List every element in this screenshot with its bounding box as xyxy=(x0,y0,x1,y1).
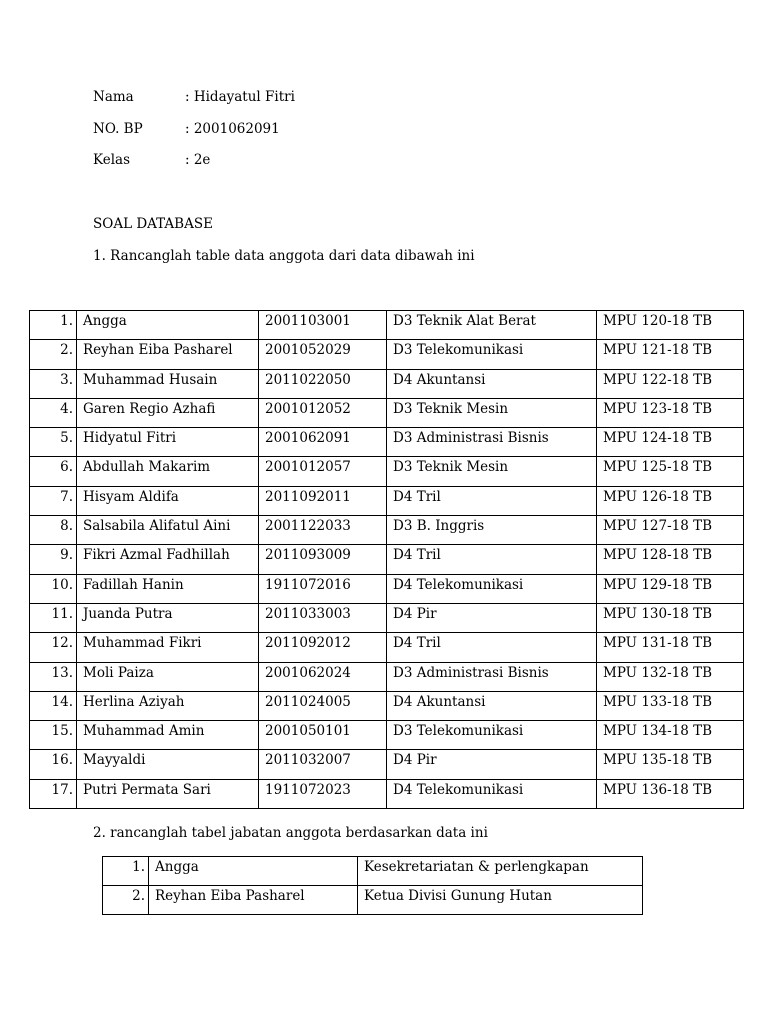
member-code: MPU 122-18 TB xyxy=(597,369,744,398)
member-name: Fikri Azmal Fadhillah xyxy=(77,545,259,574)
row-number: 4. xyxy=(30,398,77,427)
member-name: Angga xyxy=(77,311,259,340)
member-code: MPU 124-18 TB xyxy=(597,428,744,457)
table-row xyxy=(30,691,744,720)
member-id: 2001050101 xyxy=(259,721,387,750)
member-code: MPU 121-18 TB xyxy=(597,340,744,369)
member-id: 2011022050 xyxy=(259,369,387,398)
member-program: D3 Teknik Mesin xyxy=(387,398,597,427)
member-name: Muhammad Husain xyxy=(77,369,259,398)
row-number: 13. xyxy=(30,662,77,691)
member-id: 2011092012 xyxy=(259,633,387,662)
positions-table xyxy=(102,856,643,915)
row-number: 3. xyxy=(30,369,77,398)
member-id: 1911072016 xyxy=(259,574,387,603)
row-number: 1. xyxy=(103,857,149,886)
member-id: 2001012057 xyxy=(259,457,387,486)
row-number: 12. xyxy=(30,633,77,662)
member-program: D4 Akuntansi xyxy=(387,369,597,398)
table-row xyxy=(30,662,744,691)
name-value: : Hidayatul Fitri xyxy=(185,89,295,105)
member-code: MPU 126-18 TB xyxy=(597,486,744,515)
member-program: D4 Pir xyxy=(387,603,597,632)
class-value: : 2e xyxy=(185,152,211,168)
question-1: 1. Rancanglah table data anggota dari data dibawah ini xyxy=(93,248,475,264)
member-program: D3 Administrasi Bisnis xyxy=(387,662,597,691)
member-name: Reyhan Eiba Pasharel xyxy=(149,886,358,915)
member-position: Ketua Divisi Gunung Hutan xyxy=(358,886,643,915)
member-program: D3 Telekomunikasi xyxy=(387,721,597,750)
member-program: D4 Tril xyxy=(387,545,597,574)
member-code: MPU 136-18 TB xyxy=(597,779,744,808)
member-code: MPU 123-18 TB xyxy=(597,398,744,427)
member-id: 2001103001 xyxy=(259,311,387,340)
member-code: MPU 127-18 TB xyxy=(597,516,744,545)
member-program: D4 Tril xyxy=(387,633,597,662)
table-row xyxy=(103,857,643,886)
row-number: 7. xyxy=(30,486,77,515)
table-row xyxy=(30,486,744,515)
member-name: Herlina Aziyah xyxy=(77,691,259,720)
member-program: D3 Telekomunikasi xyxy=(387,340,597,369)
table-row xyxy=(30,574,744,603)
table-row xyxy=(30,603,744,632)
member-name: Abdullah Makarim xyxy=(77,457,259,486)
table-row xyxy=(30,633,744,662)
member-program: D4 Telekomunikasi xyxy=(387,574,597,603)
table-row xyxy=(30,398,744,427)
table-row xyxy=(30,428,744,457)
member-code: MPU 133-18 TB xyxy=(597,691,744,720)
member-name: Moli Paiza xyxy=(77,662,259,691)
table-row xyxy=(30,750,744,779)
member-program: D4 Akuntansi xyxy=(387,691,597,720)
member-name: Juanda Putra xyxy=(77,603,259,632)
row-number: 15. xyxy=(30,721,77,750)
member-id: 2011092011 xyxy=(259,486,387,515)
row-number: 16. xyxy=(30,750,77,779)
member-code: MPU 125-18 TB xyxy=(597,457,744,486)
member-id: 2001012052 xyxy=(259,398,387,427)
member-id: 1911072023 xyxy=(259,779,387,808)
member-name: Mayyaldi xyxy=(77,750,259,779)
member-code: MPU 120-18 TB xyxy=(597,311,744,340)
member-id: 2011032007 xyxy=(259,750,387,779)
bp-label: NO. BP xyxy=(93,121,143,137)
table-row xyxy=(30,516,744,545)
member-program: D4 Tril xyxy=(387,486,597,515)
row-number: 17. xyxy=(30,779,77,808)
member-program: D3 B. Inggris xyxy=(387,516,597,545)
class-label: Kelas xyxy=(93,152,131,168)
member-program: D4 Telekomunikasi xyxy=(387,779,597,808)
member-name: Fadillah Hanin xyxy=(77,574,259,603)
member-name: Muhammad Fikri xyxy=(77,633,259,662)
member-program: D3 Teknik Mesin xyxy=(387,457,597,486)
member-code: MPU 129-18 TB xyxy=(597,574,744,603)
member-code: MPU 131-18 TB xyxy=(597,633,744,662)
section-title: SOAL DATABASE xyxy=(93,216,213,232)
bp-value: : 2001062091 xyxy=(185,121,280,137)
member-code: MPU 128-18 TB xyxy=(597,545,744,574)
table-row xyxy=(30,311,744,340)
table-row xyxy=(30,779,744,808)
member-id: 2011024005 xyxy=(259,691,387,720)
member-code: MPU 135-18 TB xyxy=(597,750,744,779)
member-name: Hidyatul Fitri xyxy=(77,428,259,457)
table-row xyxy=(30,369,744,398)
member-id: 2001122033 xyxy=(259,516,387,545)
table-row xyxy=(30,545,744,574)
name-label: Nama xyxy=(93,89,134,105)
member-id: 2011033003 xyxy=(259,603,387,632)
member-code: MPU 130-18 TB xyxy=(597,603,744,632)
row-number: 5. xyxy=(30,428,77,457)
row-number: 6. xyxy=(30,457,77,486)
row-number: 8. xyxy=(30,516,77,545)
row-number: 9. xyxy=(30,545,77,574)
member-code: MPU 134-18 TB xyxy=(597,721,744,750)
member-id: 2001062091 xyxy=(259,428,387,457)
row-number: 2. xyxy=(103,886,149,915)
member-id: 2011093009 xyxy=(259,545,387,574)
question-2: 2. rancanglah tabel jabatan anggota berdasarkan data ini xyxy=(93,825,488,841)
row-number: 14. xyxy=(30,691,77,720)
member-name: Salsabila Alifatul Aini xyxy=(77,516,259,545)
member-program: D3 Teknik Alat Berat xyxy=(387,311,597,340)
member-name: Putri Permata Sari xyxy=(77,779,259,808)
table-row xyxy=(30,340,744,369)
member-name: Hisyam Aldifa xyxy=(77,486,259,515)
table-row xyxy=(30,457,744,486)
members-table xyxy=(29,310,744,809)
row-number: 11. xyxy=(30,603,77,632)
member-position: Kesekretariatan & perlengkapan xyxy=(358,857,643,886)
member-id: 2001062024 xyxy=(259,662,387,691)
row-number: 1. xyxy=(30,311,77,340)
member-program: D3 Administrasi Bisnis xyxy=(387,428,597,457)
row-number: 10. xyxy=(30,574,77,603)
member-program: D4 Pir xyxy=(387,750,597,779)
member-id: 2001052029 xyxy=(259,340,387,369)
member-code: MPU 132-18 TB xyxy=(597,662,744,691)
row-number: 2. xyxy=(30,340,77,369)
member-name: Angga xyxy=(149,857,358,886)
table-row xyxy=(103,886,643,915)
member-name: Reyhan Eiba Pasharel xyxy=(77,340,259,369)
table-row xyxy=(30,721,744,750)
member-name: Muhammad Amin xyxy=(77,721,259,750)
member-name: Garen Regio Azhafi xyxy=(77,398,259,427)
